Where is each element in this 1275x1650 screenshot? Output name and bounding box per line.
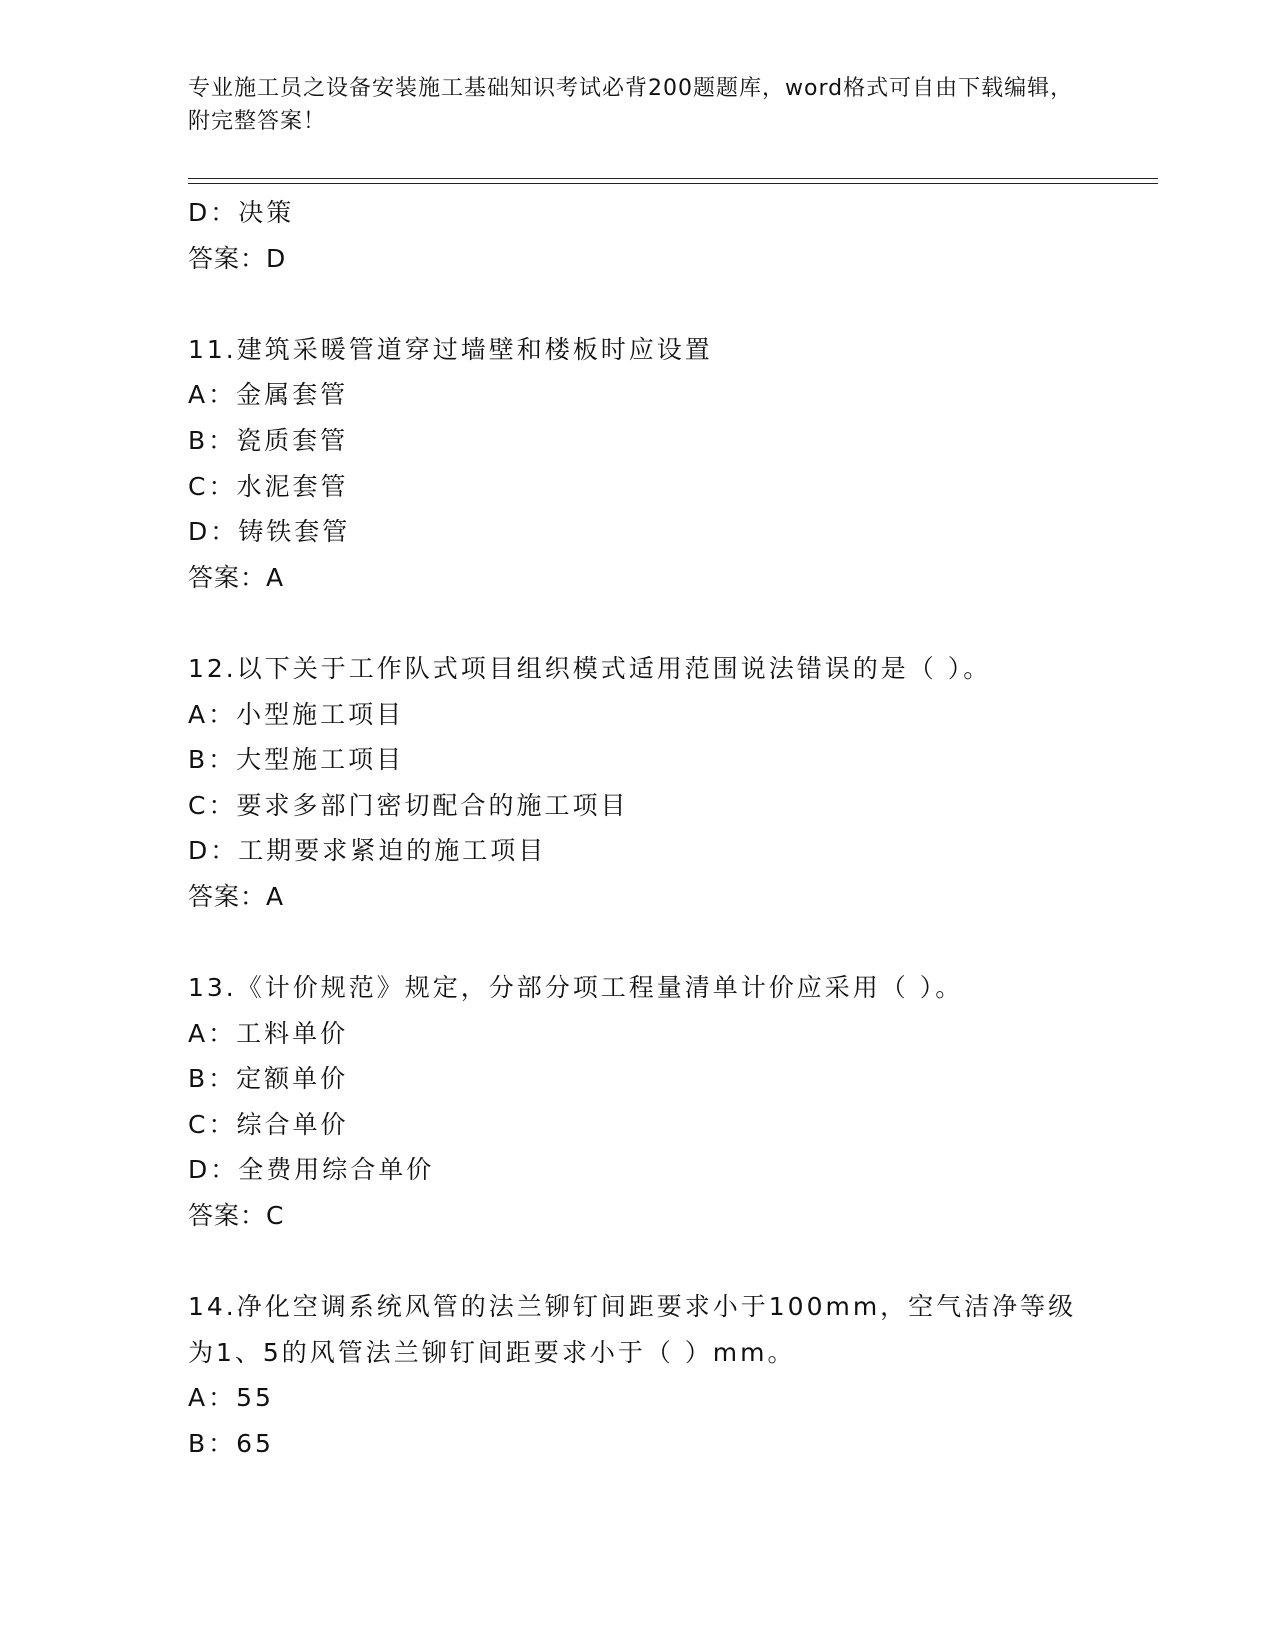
question-text: 12.以下关于工作队式项目组织模式适用范围说法错误的是（ ）。 [188,653,992,683]
question-text: 14.净化空调系统风管的法兰铆钉间距要求小于100mm，空气洁净等级为1、5的风管法兰铆钉间距要求小于（ ）mm。 [188,1292,1077,1367]
option-c: C：水泥套管 [188,471,349,501]
header-divider-top [188,178,1158,179]
prev-option-d: D：决策 [188,198,295,227]
document-body [188,190,1148,1467]
answer: 答案：A [188,562,285,592]
question-11 [188,327,1148,601]
option-d: D：全费用综合单价 [188,1155,435,1185]
option-d: D：工期要求紧迫的施工项目 [188,836,547,866]
document-header: 专业施工员之设备安装施工基础知识考试必背200题题库，word格式可自由下载编辑，附完整答案！ [188,76,1074,134]
question-text: 13.《计价规范》规定，分部分项工程量清单计价应采用（ ）。 [188,973,964,1003]
answer: 答案：C [188,1201,285,1231]
option-b: B：定额单价 [188,1064,349,1094]
option-a: A：工料单价 [188,1018,349,1048]
option-c: C：综合单价 [188,1109,349,1139]
spacer [188,1239,1148,1285]
option-b: B：瓷质套管 [188,425,349,455]
question-14 [188,1284,1148,1466]
header-divider-bottom [188,183,1158,184]
spacer [188,281,1148,327]
option-c: C：要求多部门密切配合的施工项目 [188,790,629,820]
option-b: B：65 [188,1429,274,1459]
question-12 [188,646,1148,920]
spacer [188,600,1148,646]
option-a: A：小型施工项目 [188,699,405,729]
option-a: A：金属套管 [188,380,349,410]
option-b: B：大型施工项目 [188,745,405,775]
spacer [188,920,1148,966]
prev-answer: 答案：D [188,243,287,273]
question-13 [188,965,1148,1239]
answer: 答案：A [188,881,285,911]
option-d: D：铸铁套管 [188,517,351,547]
question-text: 11.建筑采暖管道穿过墙壁和楼板时应设置 [188,334,713,364]
option-a: A：55 [188,1383,274,1413]
